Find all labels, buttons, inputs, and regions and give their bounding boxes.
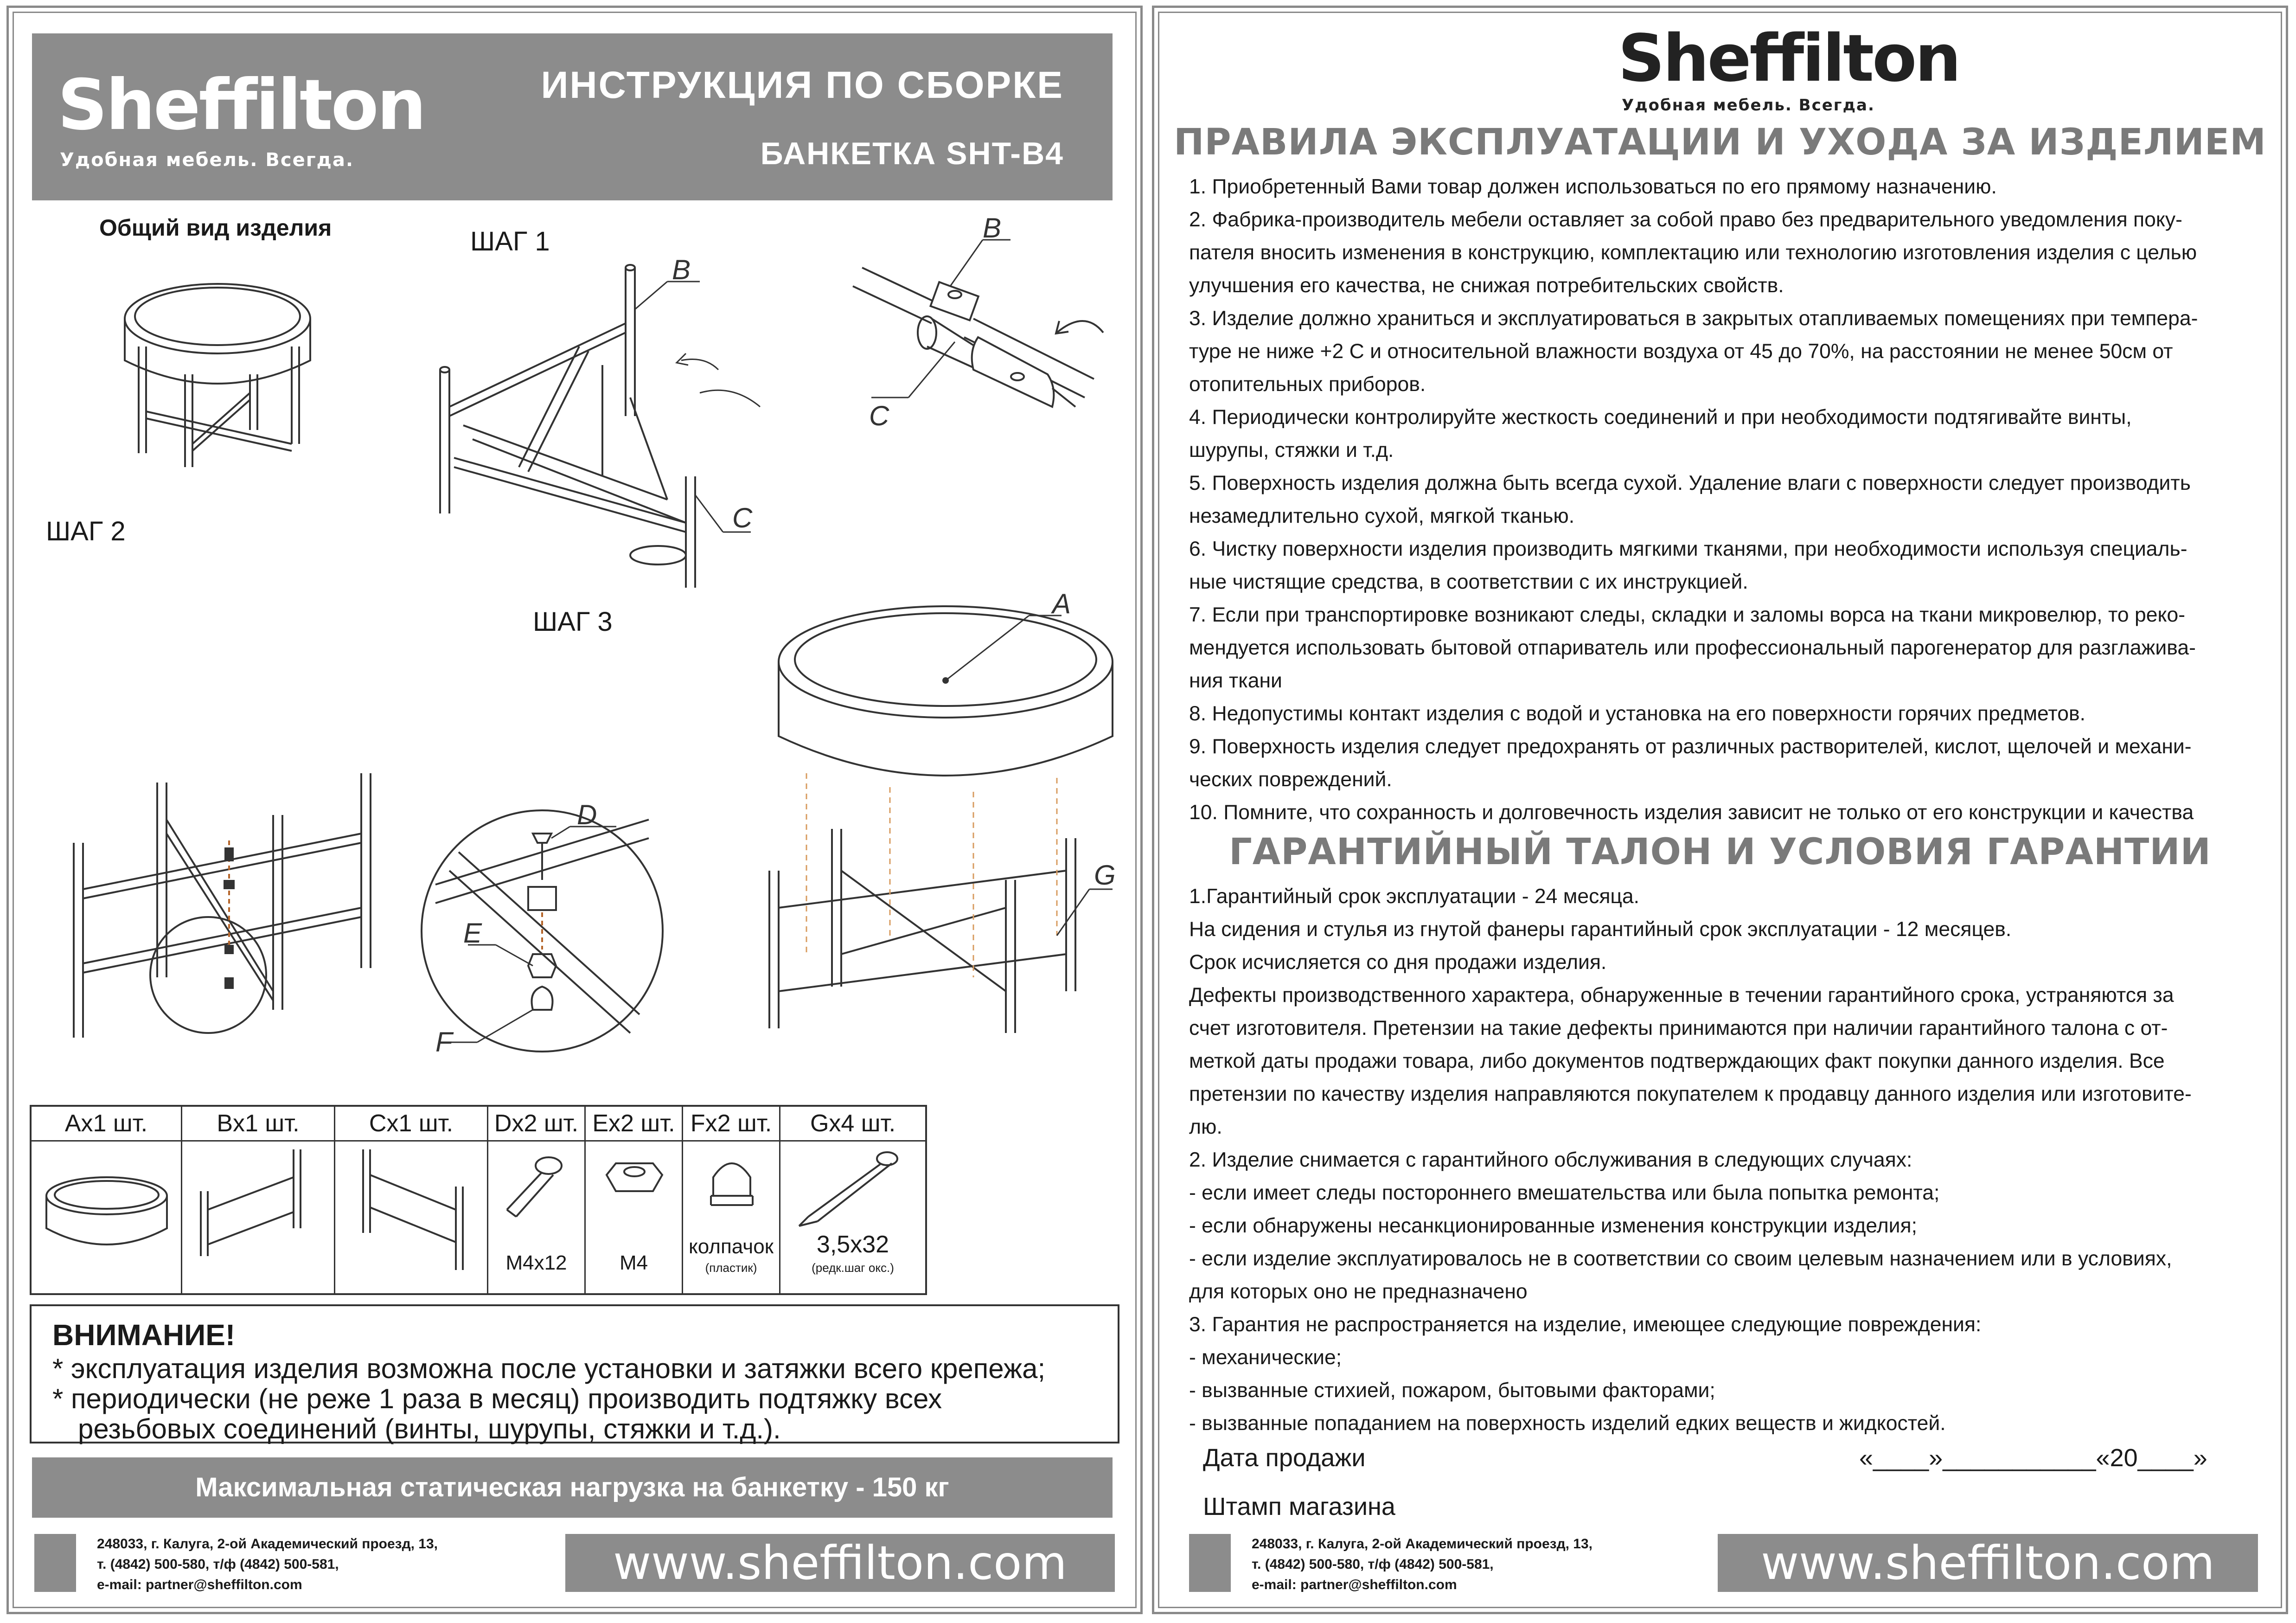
part-f-header: Fx2 шт. — [683, 1107, 779, 1142]
part-e-header: Ex2 шт. — [586, 1107, 682, 1142]
part-cell-e — [586, 1107, 683, 1293]
max-load-banner: Максимальная статическая нагрузка на банкетку - 150 кг — [32, 1457, 1113, 1518]
warranty-line: 1.Гарантийный срок эксплуатации - 24 месяца. — [1189, 885, 1640, 908]
warranty-line: меткой даты продажи товара, либо документов подтверждающих факт покупки данного изделия. Все — [1189, 1050, 2165, 1072]
rules-line: шурупы, стяжки и т.д. — [1189, 439, 1394, 462]
address-line-2: т. (4842) 500-580, т/ф (4842) 500-581, — [1252, 1557, 1494, 1572]
callout-g: G — [1094, 860, 1116, 891]
rules-line: мендуется использовать бытовой отпариватель или профессиональный парогенератор для разглажива- — [1189, 636, 2196, 659]
footer-address — [97, 1534, 438, 1595]
rules-line: туре не ниже +2 С и относительной влажности воздуха от 45 до 70%, на расстоянии не менее 50см от — [1189, 340, 2173, 363]
warning-line-3: резьбовых соединений (винты, шурупы, стяжки и т.д.). — [78, 1413, 781, 1444]
callout-c: C — [732, 502, 753, 533]
part-a-header: Ax1 шт. — [32, 1107, 181, 1142]
warning-line-1: * эксплуатация изделия возможна после установки и затяжки всего крепежа; — [52, 1353, 1046, 1384]
address-line-1: 248033, г. Калуга, 2-ой Академический проезд, 13, — [97, 1536, 438, 1552]
warning-line-2: * периодически (не реже 1 раза в месяц) производить подтяжку всех — [52, 1383, 942, 1414]
part-cell-g — [780, 1107, 925, 1293]
step3-label: ШАГ 3 — [533, 607, 613, 637]
warranty-line: 3. Гарантия не распространяется на изделие, имеющее следующие повреждения: — [1189, 1313, 1982, 1336]
warranty-line: - вызванные попаданием на поверхность изделий едких веществ и жидкостей. — [1189, 1412, 1946, 1435]
rules-line: незамедлительно сухой, мягкой тканью. — [1189, 505, 1575, 527]
address-line-3: e-mail: partner@sheffilton.com — [97, 1577, 302, 1592]
part-a-seat-icon — [32, 1140, 182, 1293]
part-g-note: (редк.шаг окс.) — [812, 1261, 894, 1275]
step1-label: ШАГ 1 — [470, 226, 550, 257]
connection-detail-drawing — [834, 212, 1113, 453]
warranty-line: На сидения и стулья из гнутой фанеры гарантийный срок эксплуатации - 12 месяцев. — [1189, 918, 2012, 941]
sale-date-label: Дата продажи — [1203, 1444, 1366, 1472]
part-f-cap-nut-icon — [683, 1140, 780, 1238]
warranty-line: - если изделие эксплуатировалось не в соответствии со своим целевым назначением или в условиях, — [1189, 1247, 2172, 1270]
rules-line: 7. Если при транспортировке возникают следы, складки и заломы ворса на ткани микровелюр, то реко- — [1189, 603, 2186, 626]
warning-title: ВНИМАНИЕ! — [52, 1318, 236, 1352]
part-cell-f — [683, 1107, 780, 1293]
brand-logo: Sheffilton — [58, 65, 425, 146]
part-cell-a — [32, 1107, 182, 1293]
rules-line: пателя вносить изменения в конструкцию, комплектацию или технологию изготовления изделия с целью — [1189, 241, 2197, 264]
rules-line: отопительных приборов. — [1189, 373, 1426, 396]
warranty-heading: ГАРАНТИЙНЫЙ ТАЛОН И УСЛОВИЯ ГАРАНТИИ — [1229, 831, 2211, 873]
rules-line: ные чистящие средства, в соответствии с их инструкцией. — [1189, 571, 1748, 593]
rules-line: 8. Недопустимы контакт изделия с водой и установка на его поверхности горячих предметов. — [1189, 702, 2085, 725]
warranty-line: - если обнаружены несанкционированные изменения конструкции изделия; — [1189, 1214, 1917, 1237]
part-g-caption: 3,5x32 — [816, 1231, 889, 1258]
warranty-line: Срок исчисляется со дня продажи изделия. — [1189, 951, 1607, 974]
rules-panel — [1152, 6, 2288, 1614]
parts-table — [30, 1105, 927, 1295]
warranty-line: - если имеет следы постороннего вмешательства или была попытка ремонта; — [1189, 1181, 1940, 1204]
address-line-3: e-mail: partner@sheffilton.com — [1252, 1577, 1457, 1592]
warning-box — [30, 1304, 1119, 1443]
website-link[interactable]: www.sheffilton.com — [565, 1534, 1115, 1592]
warranty-line: лю. — [1189, 1116, 1222, 1138]
callout-d: D — [577, 799, 597, 830]
warranty-list — [1189, 880, 2265, 1440]
instruction-panel — [6, 6, 1143, 1614]
warranty-line: для которых оно не предназначено — [1189, 1280, 1528, 1303]
brand-tagline: Удобная мебель. Всегда. — [60, 149, 354, 171]
website-link[interactable]: www.sheffilton.com — [1718, 1534, 2258, 1592]
rules-line: ческих повреждений. — [1189, 768, 1392, 791]
part-g-header: Gx4 шт. — [780, 1107, 925, 1142]
callout-c-detail: C — [869, 400, 889, 431]
callout-b-detail: B — [983, 212, 1002, 244]
overview-label: Общий вид изделия — [99, 215, 332, 241]
callout-a: A — [1052, 592, 1071, 619]
step2-label: ШАГ 2 — [46, 516, 126, 546]
part-d-caption: M4x12 — [505, 1251, 567, 1274]
address-line-1: 248033, г. Калуга, 2-ой Академический проезд, 13, — [1252, 1536, 1593, 1552]
part-f-caption: колпачок — [689, 1235, 774, 1258]
rules-line: 9. Поверхность изделия следует предохранять от различных растворителей, кислот, щелочей и механи- — [1189, 735, 2192, 758]
part-b-frame-icon — [182, 1140, 335, 1293]
warranty-line: 2. Изделие снимается с гарантийного обслуживания в следующих случаях: — [1189, 1148, 1912, 1171]
callout-f: F — [435, 1026, 453, 1058]
step2-zoom-drawing — [417, 792, 677, 1079]
footer-square — [1189, 1534, 1231, 1592]
warranty-line: Дефекты производственного характера, обнаруженные в течении гарантийного срока, устраняются за — [1189, 984, 2174, 1007]
callout-b: B — [672, 254, 691, 285]
part-cell-b — [182, 1107, 335, 1293]
address-line-2: т. (4842) 500-580, т/ф (4842) 500-581, — [97, 1557, 339, 1572]
part-d-screw-icon — [488, 1140, 586, 1251]
rules-line: 10. Помните, что сохранность и долговечность изделия зависит не только от его конструкции и качества — [1189, 801, 2194, 824]
footer-address — [1252, 1534, 1592, 1595]
rules-line: ния ткани — [1189, 669, 1282, 692]
part-cell-d — [488, 1107, 586, 1293]
part-c-header: Cx1 шт. — [335, 1107, 487, 1142]
warranty-line: - вызванные стихией, пожаром, бытовыми факторами; — [1189, 1379, 1715, 1402]
part-b-header: Bx1 шт. — [182, 1107, 334, 1142]
sale-date-field[interactable]: «____»___________«20____» — [1859, 1444, 2207, 1472]
step2-drawing — [64, 769, 389, 1056]
step3-drawing — [751, 592, 1122, 1056]
part-f-material: (пластик) — [705, 1261, 757, 1275]
part-e-caption: M4 — [619, 1251, 648, 1274]
brand-logo: Sheffilton — [1618, 21, 1960, 96]
rules-list — [1189, 170, 2265, 829]
part-cell-c — [335, 1107, 488, 1293]
footer-square — [34, 1534, 76, 1592]
rules-line: 4. Периодически контролируйте жесткость соединений и при необходимости подтягивайте винты, — [1189, 406, 2132, 429]
step1-drawing — [426, 254, 844, 588]
warranty-line: претензии по качеству изделия направляются покупателем к продавцу данного изделия или изготовите- — [1189, 1083, 2192, 1105]
part-c-frame-icon — [335, 1140, 488, 1293]
store-stamp-label: Штамп магазина — [1203, 1493, 1395, 1520]
rules-line: 3. Изделие должно храниться и эксплуатироваться в закрытых отапливаемых помещениях при темпера- — [1189, 307, 2198, 330]
rules-line: 1. Приобретенный Вами товар должен использоваться по его прямому назначению. — [1189, 175, 1997, 198]
rules-line: 5. Поверхность изделия должна быть всегда сухой. Удаление влаги с поверхности следует производить — [1189, 472, 2191, 494]
warranty-line: - механические; — [1189, 1346, 1342, 1369]
part-g-screw-icon — [780, 1140, 925, 1233]
part-d-header: Dx2 шт. — [488, 1107, 584, 1142]
callout-e: E — [463, 917, 482, 949]
overview-drawing — [102, 268, 333, 481]
part-e-nut-icon — [586, 1140, 683, 1251]
instruction-title: ИНСТРУКЦИЯ ПО СБОРКЕ — [541, 64, 1064, 106]
rules-line: 6. Чистку поверхности изделия производить мягкими тканями, при необходимости используя специаль- — [1189, 538, 2187, 560]
rules-line: 2. Фабрика-производитель мебели оставляет за собой право без предварительного уведомления поку- — [1189, 208, 2182, 231]
product-name: БАНКЕТКА SHT-B4 — [760, 136, 1064, 171]
rules-line: улучшения его качества, не снижая потребительских свойств. — [1189, 274, 1784, 297]
warranty-line: счет изготовителя. Претензии на такие дефекты принимаются при наличии гарантийного талона с от- — [1189, 1017, 2168, 1039]
instruction-header — [32, 33, 1113, 200]
rules-heading: ПРАВИЛА ЭКСПЛУАТАЦИИ И УХОДА ЗА ИЗДЕЛИЕМ — [1174, 122, 2266, 163]
brand-tagline: Удобная мебель. Всегда. — [1622, 96, 1875, 115]
